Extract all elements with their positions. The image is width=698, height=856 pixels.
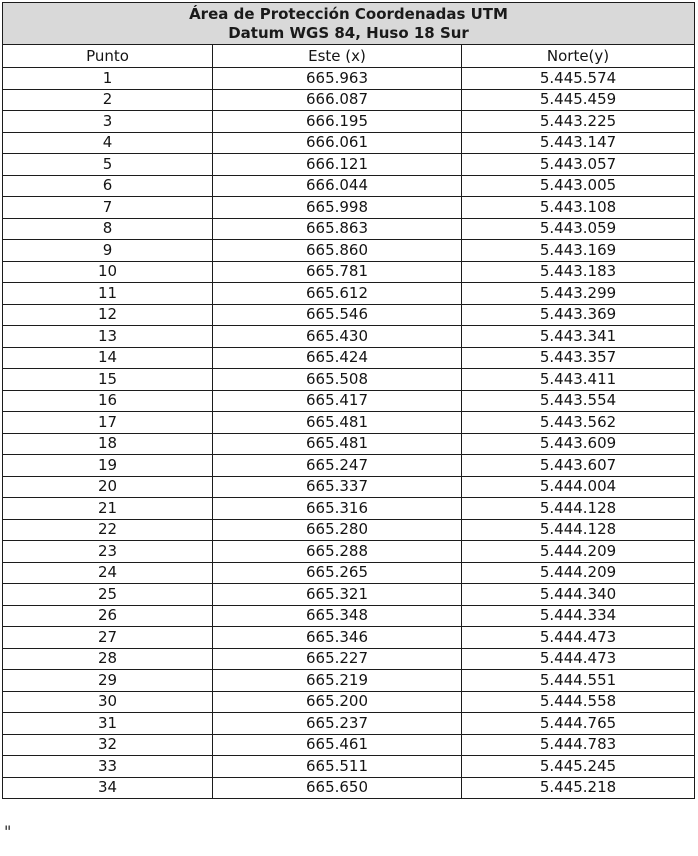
cell-norte: 5.445.574 bbox=[462, 68, 695, 90]
table-row bbox=[3, 584, 695, 606]
table-row bbox=[3, 734, 695, 756]
closing-quote-mark: " bbox=[4, 822, 12, 841]
cell-norte: 5.445.459 bbox=[462, 89, 695, 111]
cell-norte: 5.443.609 bbox=[462, 433, 695, 455]
cell-este: 666.121 bbox=[213, 154, 462, 176]
cell-este: 665.781 bbox=[213, 261, 462, 283]
column-header-norte: Norte(y) bbox=[462, 45, 695, 68]
cell-este: 665.219 bbox=[213, 670, 462, 692]
cell-punto: 11 bbox=[3, 283, 213, 305]
cell-este: 665.200 bbox=[213, 691, 462, 713]
cell-punto: 24 bbox=[3, 562, 213, 584]
cell-norte: 5.444.340 bbox=[462, 584, 695, 606]
cell-punto: 10 bbox=[3, 261, 213, 283]
cell-este: 665.288 bbox=[213, 541, 462, 563]
table-row bbox=[3, 261, 695, 283]
cell-este: 665.348 bbox=[213, 605, 462, 627]
cell-punto: 22 bbox=[3, 519, 213, 541]
cell-punto: 7 bbox=[3, 197, 213, 219]
cell-punto: 9 bbox=[3, 240, 213, 262]
cell-punto: 2 bbox=[3, 89, 213, 111]
cell-este: 665.650 bbox=[213, 777, 462, 799]
table-row bbox=[3, 433, 695, 455]
cell-este: 665.346 bbox=[213, 627, 462, 649]
cell-este: 666.087 bbox=[213, 89, 462, 111]
table-row bbox=[3, 713, 695, 735]
table-row bbox=[3, 756, 695, 778]
table-row bbox=[3, 283, 695, 305]
cell-este: 665.612 bbox=[213, 283, 462, 305]
table-row bbox=[3, 670, 695, 692]
cell-norte: 5.445.245 bbox=[462, 756, 695, 778]
cell-norte: 5.443.299 bbox=[462, 283, 695, 305]
table-row bbox=[3, 175, 695, 197]
cell-punto: 25 bbox=[3, 584, 213, 606]
cell-norte: 5.443.607 bbox=[462, 455, 695, 477]
cell-punto: 15 bbox=[3, 369, 213, 391]
cell-norte: 5.444.128 bbox=[462, 519, 695, 541]
table-title-line-2: Datum WGS 84, Huso 18 Sur bbox=[228, 23, 469, 42]
cell-punto: 28 bbox=[3, 648, 213, 670]
cell-este: 665.321 bbox=[213, 584, 462, 606]
cell-norte: 5.444.004 bbox=[462, 476, 695, 498]
table-row bbox=[3, 304, 695, 326]
cell-norte: 5.443.341 bbox=[462, 326, 695, 348]
table-row bbox=[3, 691, 695, 713]
cell-norte: 5.443.357 bbox=[462, 347, 695, 369]
table-row bbox=[3, 68, 695, 90]
cell-este: 665.461 bbox=[213, 734, 462, 756]
cell-punto: 31 bbox=[3, 713, 213, 735]
cell-este: 665.508 bbox=[213, 369, 462, 391]
cell-este: 665.430 bbox=[213, 326, 462, 348]
table-row bbox=[3, 519, 695, 541]
cell-este: 665.424 bbox=[213, 347, 462, 369]
table-row bbox=[3, 541, 695, 563]
cell-norte: 5.443.057 bbox=[462, 154, 695, 176]
cell-norte: 5.443.108 bbox=[462, 197, 695, 219]
table-row bbox=[3, 347, 695, 369]
table-row bbox=[3, 562, 695, 584]
table-row bbox=[3, 218, 695, 240]
cell-norte: 5.443.554 bbox=[462, 390, 695, 412]
table-row bbox=[3, 455, 695, 477]
cell-norte: 5.443.411 bbox=[462, 369, 695, 391]
cell-punto: 21 bbox=[3, 498, 213, 520]
cell-este: 665.860 bbox=[213, 240, 462, 262]
table-row bbox=[3, 197, 695, 219]
cell-norte: 5.443.225 bbox=[462, 111, 695, 133]
cell-punto: 12 bbox=[3, 304, 213, 326]
cell-este: 665.237 bbox=[213, 713, 462, 735]
cell-punto: 33 bbox=[3, 756, 213, 778]
cell-norte: 5.443.147 bbox=[462, 132, 695, 154]
coordinates-table bbox=[2, 2, 695, 799]
cell-punto: 5 bbox=[3, 154, 213, 176]
cell-este: 665.337 bbox=[213, 476, 462, 498]
table-row bbox=[3, 240, 695, 262]
cell-este: 665.863 bbox=[213, 218, 462, 240]
cell-punto: 19 bbox=[3, 455, 213, 477]
cell-norte: 5.443.183 bbox=[462, 261, 695, 283]
cell-punto: 34 bbox=[3, 777, 213, 799]
cell-este: 665.247 bbox=[213, 455, 462, 477]
table-row bbox=[3, 132, 695, 154]
cell-este: 665.546 bbox=[213, 304, 462, 326]
cell-punto: 14 bbox=[3, 347, 213, 369]
cell-este: 665.481 bbox=[213, 412, 462, 434]
cell-norte: 5.443.059 bbox=[462, 218, 695, 240]
cell-este: 665.511 bbox=[213, 756, 462, 778]
cell-norte: 5.444.558 bbox=[462, 691, 695, 713]
table-row bbox=[3, 154, 695, 176]
cell-norte: 5.444.473 bbox=[462, 627, 695, 649]
table-title-line-1: Área de Protección Coordenadas UTM bbox=[189, 4, 508, 23]
table-row bbox=[3, 498, 695, 520]
cell-norte: 5.444.783 bbox=[462, 734, 695, 756]
cell-punto: 29 bbox=[3, 670, 213, 692]
cell-punto: 4 bbox=[3, 132, 213, 154]
table-row bbox=[3, 89, 695, 111]
cell-este: 665.280 bbox=[213, 519, 462, 541]
cell-este: 666.044 bbox=[213, 175, 462, 197]
cell-este: 666.061 bbox=[213, 132, 462, 154]
cell-este: 665.417 bbox=[213, 390, 462, 412]
column-header-este: Este (x) bbox=[213, 45, 462, 68]
cell-norte: 5.444.473 bbox=[462, 648, 695, 670]
cell-punto: 13 bbox=[3, 326, 213, 348]
cell-punto: 20 bbox=[3, 476, 213, 498]
table-row bbox=[3, 476, 695, 498]
cell-punto: 6 bbox=[3, 175, 213, 197]
cell-este: 665.481 bbox=[213, 433, 462, 455]
table-title bbox=[3, 3, 695, 45]
cell-punto: 1 bbox=[3, 68, 213, 90]
cell-norte: 5.443.005 bbox=[462, 175, 695, 197]
cell-norte: 5.443.369 bbox=[462, 304, 695, 326]
table-row bbox=[3, 369, 695, 391]
cell-norte: 5.445.218 bbox=[462, 777, 695, 799]
table-row bbox=[3, 111, 695, 133]
cell-punto: 18 bbox=[3, 433, 213, 455]
cell-punto: 23 bbox=[3, 541, 213, 563]
cell-este: 665.265 bbox=[213, 562, 462, 584]
cell-este: 665.998 bbox=[213, 197, 462, 219]
cell-punto: 26 bbox=[3, 605, 213, 627]
table-row bbox=[3, 326, 695, 348]
cell-punto: 8 bbox=[3, 218, 213, 240]
cell-norte: 5.444.765 bbox=[462, 713, 695, 735]
cell-este: 665.316 bbox=[213, 498, 462, 520]
cell-norte: 5.443.169 bbox=[462, 240, 695, 262]
cell-norte: 5.444.551 bbox=[462, 670, 695, 692]
table-row bbox=[3, 627, 695, 649]
cell-este: 665.963 bbox=[213, 68, 462, 90]
table-row bbox=[3, 648, 695, 670]
table-row bbox=[3, 412, 695, 434]
cell-punto: 30 bbox=[3, 691, 213, 713]
cell-norte: 5.444.128 bbox=[462, 498, 695, 520]
cell-punto: 16 bbox=[3, 390, 213, 412]
column-header-punto: Punto bbox=[3, 45, 213, 68]
cell-este: 666.195 bbox=[213, 111, 462, 133]
cell-punto: 17 bbox=[3, 412, 213, 434]
cell-norte: 5.444.334 bbox=[462, 605, 695, 627]
table-row bbox=[3, 605, 695, 627]
cell-norte: 5.444.209 bbox=[462, 562, 695, 584]
table-row bbox=[3, 390, 695, 412]
cell-punto: 3 bbox=[3, 111, 213, 133]
cell-punto: 27 bbox=[3, 627, 213, 649]
cell-punto: 32 bbox=[3, 734, 213, 756]
cell-norte: 5.444.209 bbox=[462, 541, 695, 563]
table-body bbox=[3, 68, 695, 799]
table-row bbox=[3, 777, 695, 799]
cell-norte: 5.443.562 bbox=[462, 412, 695, 434]
cell-este: 665.227 bbox=[213, 648, 462, 670]
